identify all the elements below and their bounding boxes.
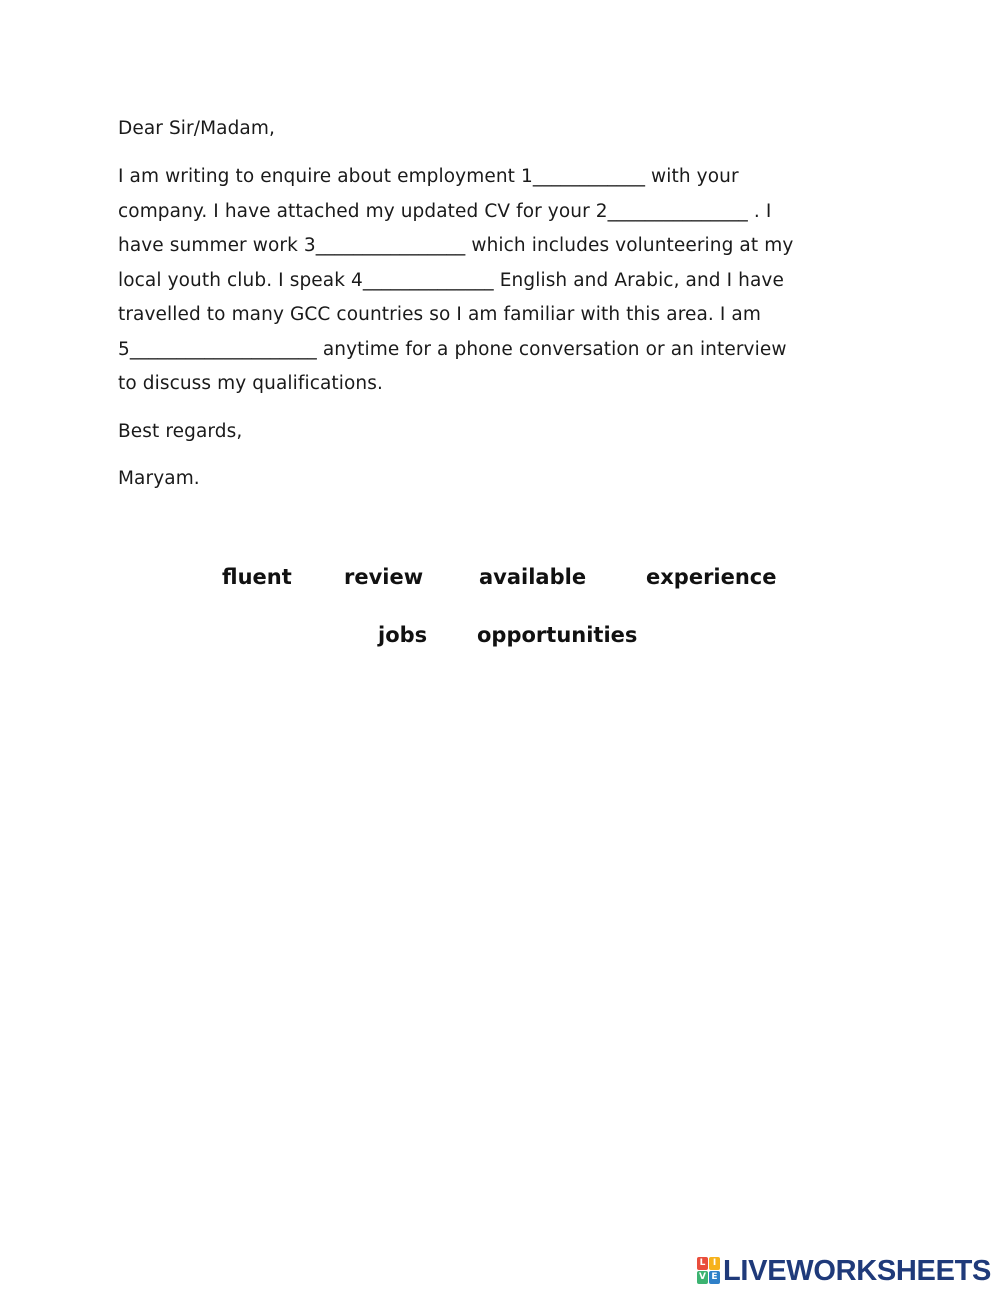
letter-signature: Maryam. <box>118 468 200 489</box>
live-blocks-icon: L I V E <box>697 1257 721 1285</box>
letter-body-line-1: I am writing to enquire about employment 1____________ with your <box>118 166 739 187</box>
letter-body-line-2: company. I have attached my updated CV for your 2_______________ . I <box>118 201 772 222</box>
letter-body-line-3: have summer work 3________________ which includes volunteering at my <box>118 235 794 256</box>
word-bank-item: review <box>344 565 424 589</box>
letter-body-line-7: to discuss my qualifications. <box>118 373 383 394</box>
word-bank-item: opportunities <box>477 623 638 647</box>
letter-body-line-6: 5____________________ anytime for a phone conversation or an interview <box>118 339 787 360</box>
letter-greeting: Dear Sir/Madam, <box>118 118 275 139</box>
word-bank-item: available <box>479 565 587 589</box>
letter-body-line-4: local youth club. I speak 4______________ English and Arabic, and I have <box>118 270 784 291</box>
letter-closing: Best regards, <box>118 421 243 442</box>
word-bank-item: fluent <box>222 565 292 589</box>
liveworksheets-logo <box>697 1255 991 1287</box>
word-bank-item: jobs <box>378 623 428 647</box>
logo-text: LIVEWORKSHEETS <box>723 1255 992 1287</box>
word-bank-item: experience <box>646 565 777 589</box>
letter-body-line-5: travelled to many GCC countries so I am familiar with this area. I am <box>118 304 761 325</box>
